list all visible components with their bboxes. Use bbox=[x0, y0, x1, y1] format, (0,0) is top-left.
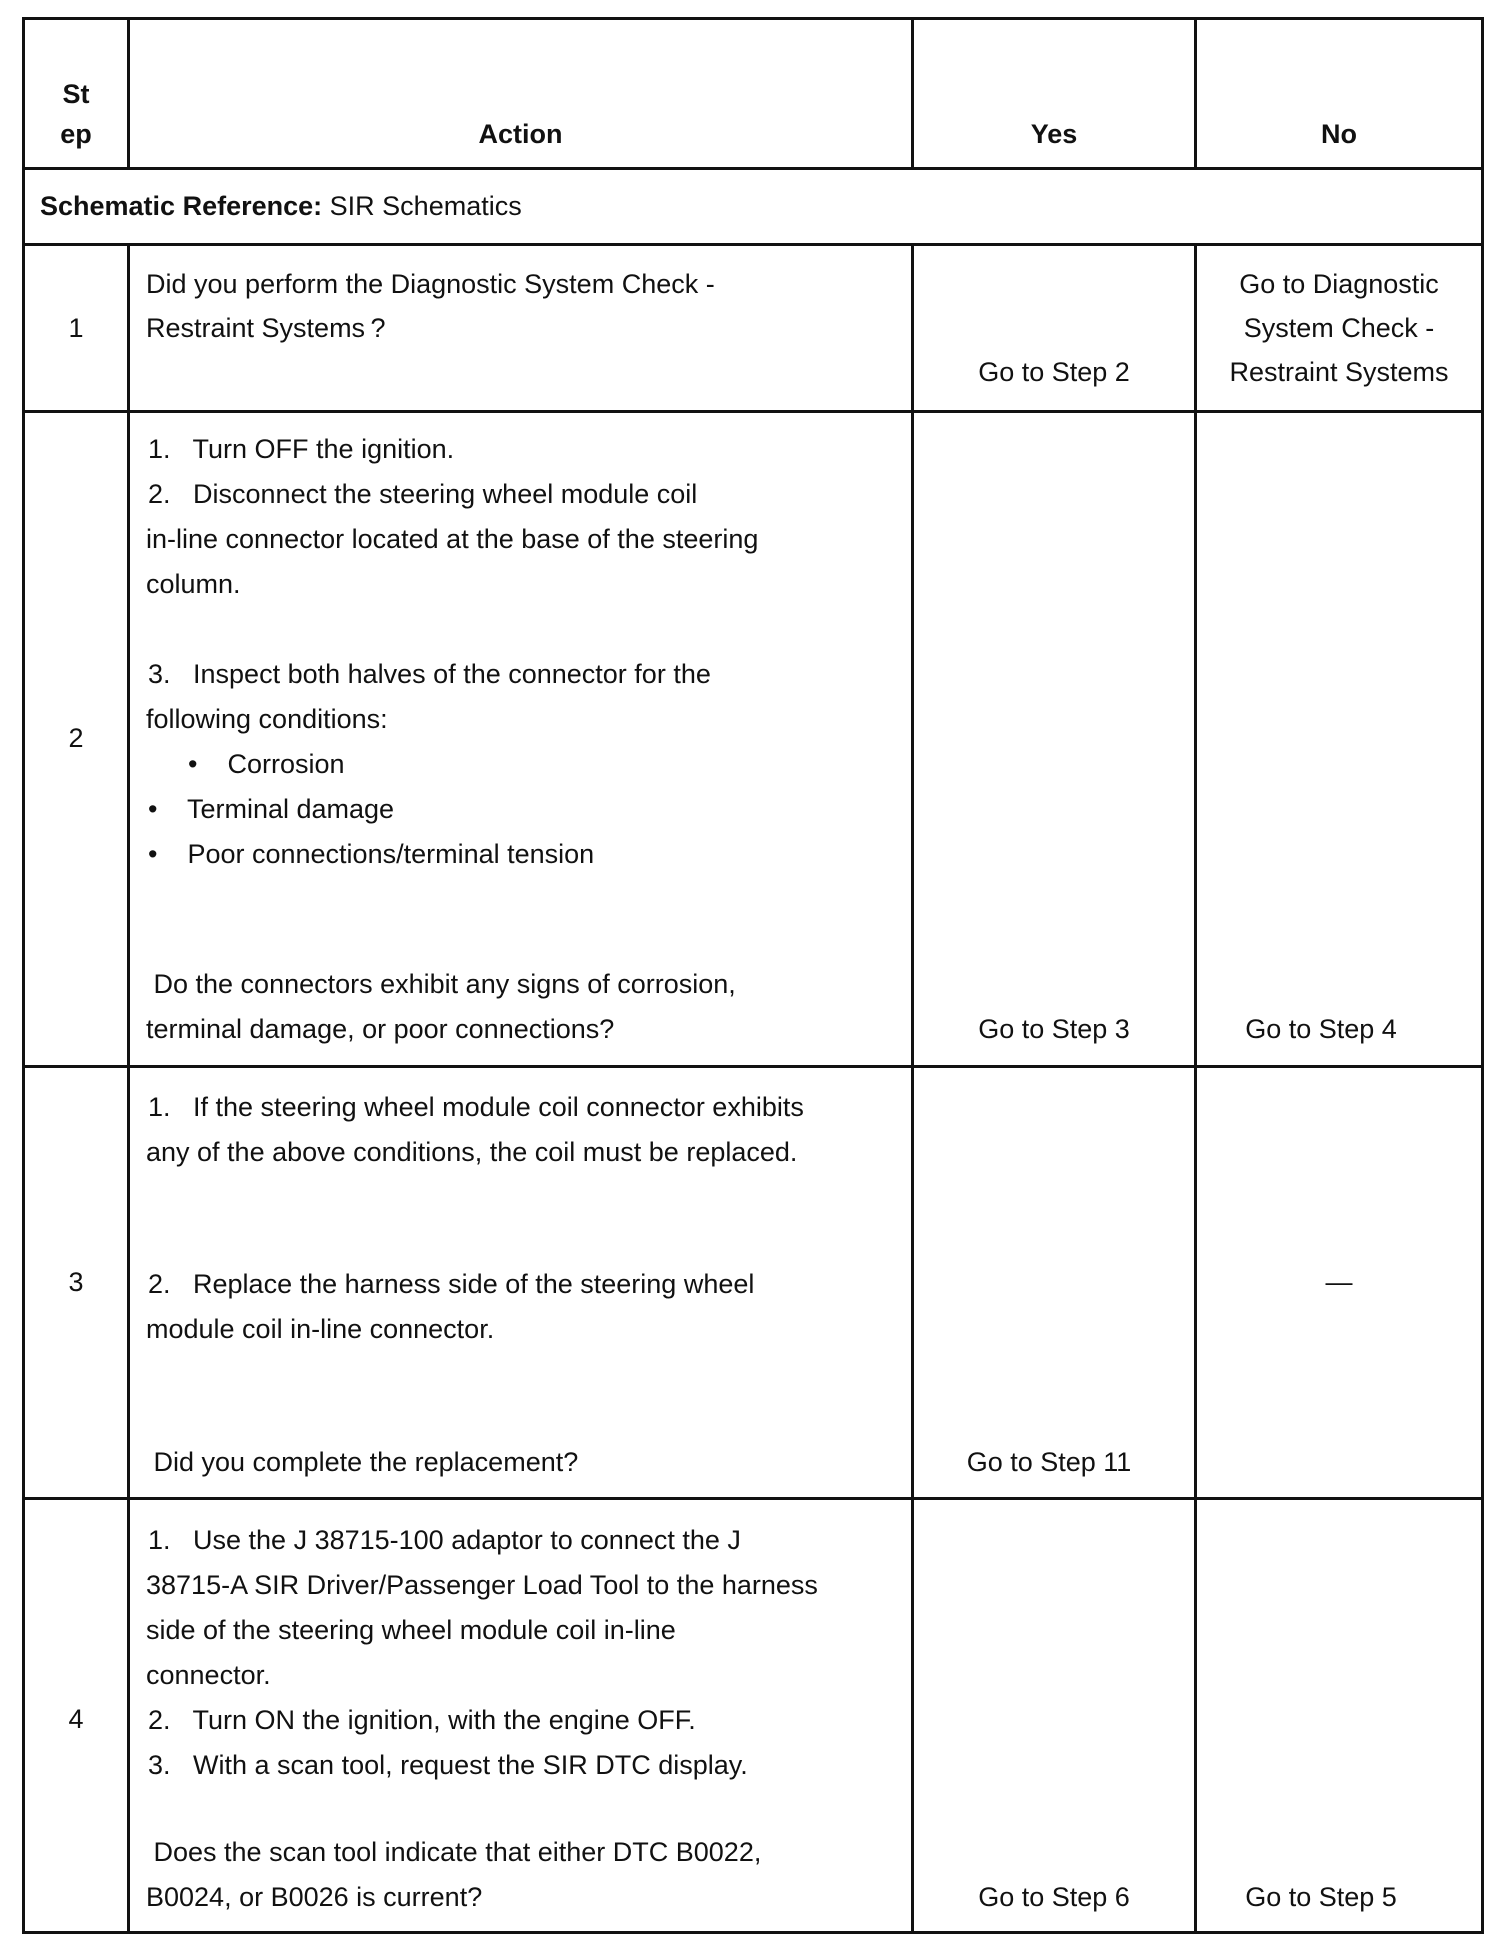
row-3-action-line: Did you complete the replacement? bbox=[146, 1447, 579, 1477]
row-2-action-line: 2. Disconnect the steering wheel module coil bbox=[148, 479, 698, 509]
row-1-action-line: Restraint Systems ? bbox=[146, 313, 386, 343]
header-step-line-2: ep bbox=[60, 119, 92, 149]
row-4-action-line: Does the scan tool indicate that either DTC B0022, bbox=[146, 1837, 762, 1867]
row-2-yes: Go to Step 3 bbox=[978, 1014, 1130, 1044]
header-divider bbox=[22, 167, 1484, 170]
table-border-top bbox=[22, 17, 1484, 20]
row-2-divider bbox=[22, 1065, 1484, 1068]
row-2-action-line: 3. Inspect both halves of the connector for the bbox=[148, 659, 711, 689]
row-4-no: Go to Step 5 bbox=[1245, 1882, 1397, 1912]
table-border-right bbox=[1481, 17, 1484, 1931]
row-2-step: 2 bbox=[68, 723, 84, 753]
row-3-action-line: any of the above conditions, the coil must be replaced. bbox=[146, 1137, 798, 1167]
row-2-action-line: following conditions: bbox=[146, 704, 388, 734]
row-1-yes: Go to Step 2 bbox=[978, 357, 1130, 387]
row-4-action-line: side of the steering wheel module coil in-line bbox=[146, 1615, 676, 1645]
row-4-action-line: B0024, or B0026 is current? bbox=[146, 1882, 483, 1912]
row-2-action-line: Do the connectors exhibit any signs of corrosion, bbox=[146, 969, 736, 999]
row-3-action-line: 1. If the steering wheel module coil connector exhibits bbox=[148, 1092, 804, 1122]
row-2-action-line: 1. Turn OFF the ignition. bbox=[148, 434, 455, 464]
header-yes: Yes bbox=[1030, 119, 1078, 149]
row-2-action-line: • Terminal damage bbox=[148, 794, 395, 824]
row-1-no-line: Go to Diagnostic bbox=[1239, 269, 1439, 299]
row-1-step: 1 bbox=[68, 313, 84, 343]
row-2-action-line: terminal damage, or poor connections? bbox=[146, 1014, 615, 1044]
row-4-action-line: 3. With a scan tool, request the SIR DTC display. bbox=[148, 1750, 748, 1780]
row-2-action-line: column. bbox=[146, 569, 241, 599]
row-1-no-line: System Check - bbox=[1243, 313, 1435, 343]
schematic-divider bbox=[22, 243, 1484, 246]
schematic-reference bbox=[40, 184, 522, 228]
row-3-step: 3 bbox=[68, 1267, 84, 1297]
schematic-label: Schematic Reference: bbox=[40, 191, 323, 221]
row-1-no-line: Restraint Systems bbox=[1229, 357, 1449, 387]
table-border-left bbox=[22, 17, 25, 1931]
header-step-line-1: St bbox=[62, 79, 90, 109]
row-2-no: Go to Step 4 bbox=[1245, 1014, 1397, 1044]
row-4-action-line: 38715-A SIR Driver/Passenger Load Tool to the harness bbox=[146, 1570, 818, 1600]
row-4-step: 4 bbox=[68, 1704, 84, 1734]
row-2-action-line: in-line connector located at the base of the steering bbox=[146, 524, 759, 554]
row-1-action-line: Did you perform the Diagnostic System Check - bbox=[146, 269, 715, 299]
header-no: No bbox=[1321, 119, 1357, 149]
header-action: Action bbox=[478, 119, 563, 149]
row-4-action-line: connector. bbox=[146, 1660, 271, 1690]
schematic-value: SIR Schematics bbox=[329, 191, 522, 221]
row-4-action-line: 1. Use the J 38715-100 adaptor to connect the J bbox=[148, 1525, 741, 1555]
yes-column-divider bbox=[1194, 243, 1197, 1931]
row-3-divider bbox=[22, 1497, 1484, 1500]
row-3-action-line: 2. Replace the harness side of the steering wheel bbox=[148, 1269, 755, 1299]
row-2-action-line: • Poor connections/terminal tension bbox=[148, 839, 595, 869]
row-4-action-line: 2. Turn ON the ignition, with the engine OFF. bbox=[148, 1705, 696, 1735]
row-3-yes: Go to Step 11 bbox=[966, 1447, 1132, 1477]
action-column-divider bbox=[911, 243, 914, 1931]
row-2-action-line: • Corrosion bbox=[188, 749, 345, 779]
row-1-divider bbox=[22, 410, 1484, 413]
row-3-action-line: module coil in-line connector. bbox=[146, 1314, 495, 1344]
row-4-yes: Go to Step 6 bbox=[978, 1882, 1130, 1912]
row-3-no: — bbox=[1325, 1267, 1353, 1297]
step-column-divider bbox=[127, 243, 130, 1931]
